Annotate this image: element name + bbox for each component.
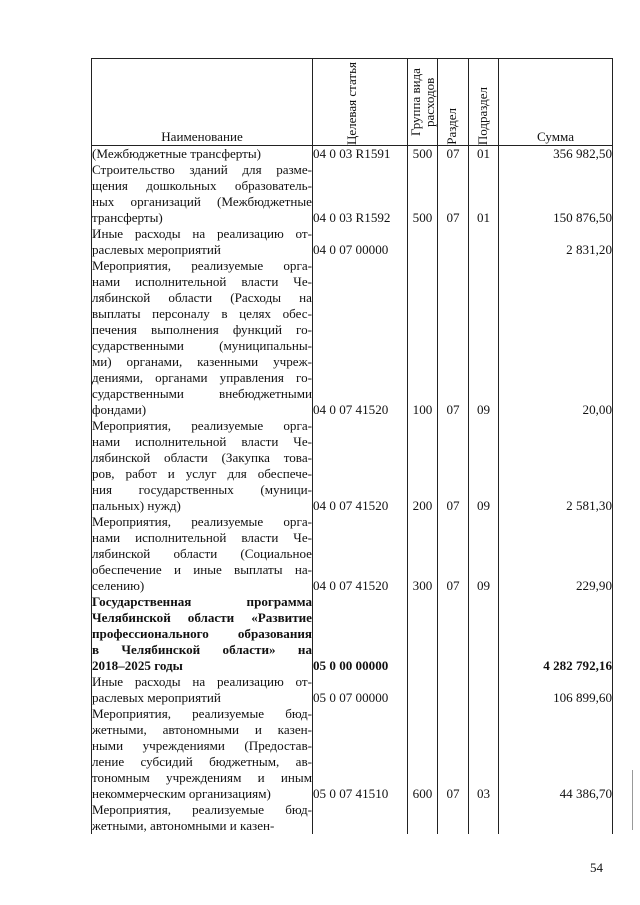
expense-group [408,226,438,258]
target-code: 04 0 07 41520 [313,418,408,514]
target-code: 04 0 03 R1591 [313,146,408,163]
table-row [92,418,613,514]
row-name [92,706,313,802]
table-row [92,514,613,594]
name-line: жетными, автономными и казен- [92,722,312,737]
name-line: тономным учреждениям и иным [92,770,312,785]
name-line: жетными, автономными и казен- [92,818,275,833]
name-line: нами исполнительной власти Че- [92,434,312,449]
name-line: обеспечение и иные выплаты на- [92,562,312,577]
table-row [92,226,613,258]
subsection-code [469,674,499,706]
amount: 44 386,70 [499,706,613,802]
name-line: раслевых мероприятий [92,242,221,257]
expense-group: 200 [408,418,438,514]
subsection-code: 01 [469,162,499,226]
row-name [92,258,313,418]
amount: 150 876,50 [499,162,613,226]
row-name [92,802,313,834]
subsection-code: 01 [469,146,499,163]
row-name [92,594,313,674]
row-name [92,226,313,258]
header-section: Раздел [438,59,469,146]
name-line: ных организаций (Межбюджетные [92,194,312,209]
row-name [92,146,313,163]
name-line: ными учреждениями (Предостав- [92,738,312,753]
header-sum: Сумма [499,59,613,146]
name-line: пальных) нужд) [92,498,181,513]
table-row [92,674,613,706]
table-row [92,706,613,802]
name-line: сударственными (муниципальны- [92,338,312,353]
name-line: ление субсидий бюджетным, ав- [92,754,312,769]
name-line: щения дошкольных образователь- [92,178,312,193]
row-name [92,162,313,226]
subsection-code: 09 [469,514,499,594]
table-row [92,146,613,163]
target-code: 04 0 07 41520 [313,258,408,418]
name-line: нами исполнительной власти Че- [92,274,312,289]
target-code: 04 0 07 41520 [313,514,408,594]
amount: 2 831,20 [499,226,613,258]
name-line: нами исполнительной власти Че- [92,530,312,545]
name-line: ров, работ и услуг для обеспече- [92,466,312,481]
header-subsection: Подраздел [469,59,499,146]
name-line: фондами) [92,402,147,417]
expense-group [408,594,438,674]
name-line: селению) [92,578,145,593]
name-line: в Челябинской области» на [92,642,312,657]
header-name: Наименование [92,59,313,146]
target-code: 05 0 00 00000 [313,594,408,674]
name-line: Мероприятия, реализуемые бюд- [92,706,312,721]
target-code: 05 0 07 41510 [313,706,408,802]
header-group: Группа вида расходов [408,59,438,146]
section-code: 07 [438,706,469,802]
section-code: 07 [438,514,469,594]
name-line: профессионального образования [92,626,312,641]
amount: 356 982,50 [499,146,613,163]
section-code: 07 [438,146,469,163]
name-line: лябинской области (Расходы на [92,290,312,305]
expense-group: 100 [408,258,438,418]
row-name [92,514,313,594]
section-code: 07 [438,258,469,418]
name-line: дениями, органами управления го- [92,370,312,385]
name-line: Мероприятия, реализуемые орга- [92,514,312,529]
name-line: лябинской области (Закупка това- [92,450,312,465]
amount: 229,90 [499,514,613,594]
budget-table [91,58,613,834]
amount: 2 581,30 [499,418,613,514]
table-row [92,162,613,226]
name-line: Иные расходы на реализацию от- [92,674,312,689]
target-code: 05 0 07 00000 [313,674,408,706]
table-row [92,258,613,418]
subsection-code [469,226,499,258]
header-target: Целевая статья [313,59,408,146]
page-number: 54 [590,860,603,875]
name-line: Челябинской области «Развитие [92,610,312,625]
table-header-row [92,59,613,146]
name-line: раслевых мероприятий [92,690,221,705]
target-code: 04 0 03 R1592 [313,162,408,226]
name-line: Мероприятия, реализуемые орга- [92,258,312,273]
name-line: Мероприятия, реализуемые орга- [92,418,312,433]
name-line: сударственными внебюджетными [92,386,312,401]
name-line: Иные расходы на реализацию от- [92,226,312,241]
margin-line [632,770,633,830]
section-code [438,802,469,834]
amount: 4 282 792,16 [499,594,613,674]
section-code [438,226,469,258]
name-line: Мероприятия, реализуемые бюд- [92,802,312,817]
name-line: некоммерческим организациям) [92,786,271,801]
expense-group: 600 [408,706,438,802]
subsection-code [469,802,499,834]
subsection-code: 09 [469,418,499,514]
expense-group: 500 [408,162,438,226]
section-code: 07 [438,418,469,514]
row-name [92,418,313,514]
name-line: (Межбюджетные трансферты) [92,146,262,161]
table-row [92,802,613,834]
name-line: Государственная программа [92,594,312,609]
name-line: ния государственных (муници- [92,482,312,497]
subsection-code: 09 [469,258,499,418]
name-line: ми) органами, казенными учреж- [92,354,312,369]
row-name [92,674,313,706]
subsection-code [469,594,499,674]
expense-group: 300 [408,514,438,594]
name-line: Строительство зданий для разме- [92,162,312,177]
name-line: лябинской области (Социальное [92,546,312,561]
target-code [313,802,408,834]
section-code: 07 [438,162,469,226]
name-line: печения выполнения функций го- [92,322,312,337]
name-line: выплаты персоналу в целях обес- [92,306,312,321]
expense-group: 500 [408,146,438,163]
target-code: 04 0 07 00000 [313,226,408,258]
amount: 106 899,60 [499,674,613,706]
subsection-code: 03 [469,706,499,802]
section-code [438,594,469,674]
amount: 20,00 [499,258,613,418]
table-row [92,594,613,674]
name-line: 2018–2025 годы [92,658,183,673]
section-code [438,674,469,706]
expense-group [408,802,438,834]
name-line: трансферты) [92,210,163,225]
expense-group [408,674,438,706]
amount [499,802,613,834]
